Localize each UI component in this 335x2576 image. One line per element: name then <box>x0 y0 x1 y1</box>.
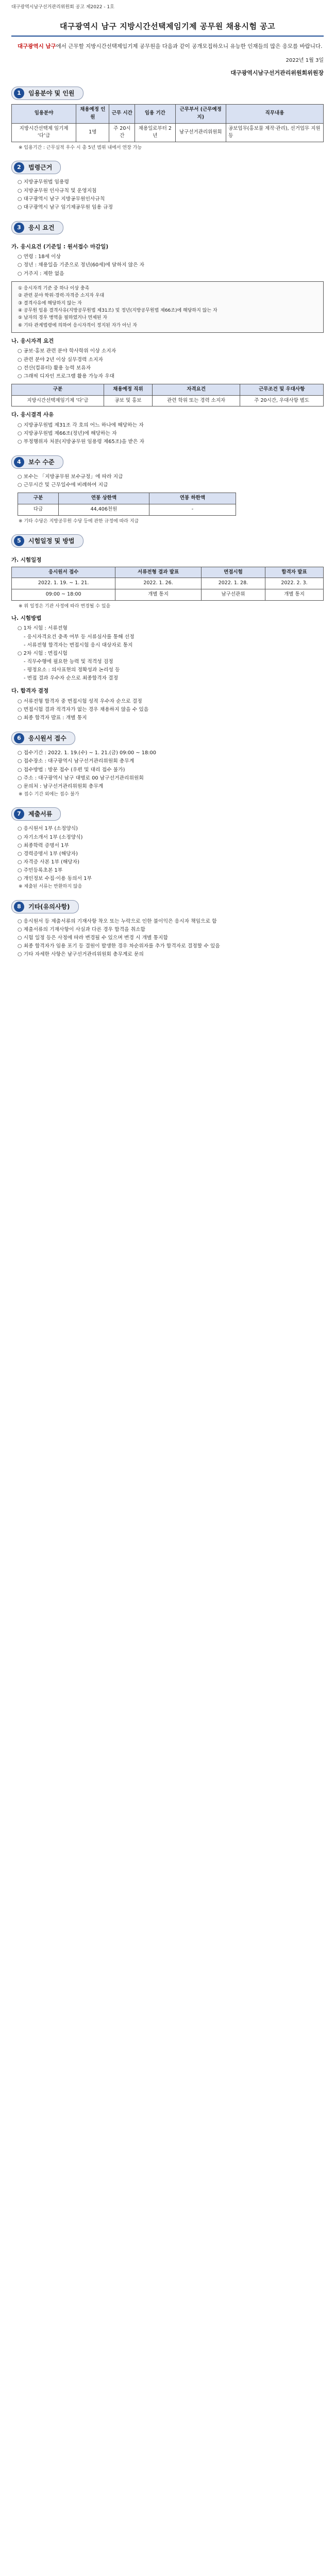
schedule-td-5: 09:00 ~ 18:00 <box>12 589 115 600</box>
qual-th-3: 자격요건 <box>153 384 240 395</box>
section-7-label: 제출서류 <box>28 810 53 818</box>
schedule-note: ※ 위 일정은 기관 사정에 따라 변경될 수 있음 <box>19 603 111 609</box>
title-divider <box>11 36 324 37</box>
qualification-table-header <box>12 384 324 395</box>
exam-method-line: - 평정요소 : 의사표현의 정확성과 논리성 등 <box>24 667 120 673</box>
section-5-number: 5 <box>14 536 24 546</box>
section-6-number: 6 <box>14 733 24 743</box>
salary-line: ○ 보수는 「지방공무원 보수규정」에 따라 지급 <box>18 474 123 480</box>
qualification-table <box>11 384 324 406</box>
application-line: ○ 접수장소 : 대구광역시 남구선거관리위원회 총무계 <box>18 758 135 765</box>
s3-sub2-line: ○ 공보·홍보 관련 분야 학사학위 이상 소지자 <box>18 348 116 354</box>
recruit-th-6: 직무내용 <box>226 105 324 123</box>
header-note: 대구광역시남구선거관리위원회 공고 제2022 - 1호 <box>11 5 114 10</box>
recruit-td-4: 채용일로부터 2년 <box>135 123 175 142</box>
section-3-header <box>11 221 63 234</box>
qual-th-2: 채용예정 직위 <box>104 384 152 395</box>
schedule-td-3: 2022. 1. 28. <box>201 578 265 589</box>
recruit-table-header <box>12 105 324 123</box>
schedule-td-8: 개별 통지 <box>265 589 324 600</box>
section-1-number: 1 <box>14 88 24 98</box>
schedule-th-4: 합격자 발표 <box>265 567 324 578</box>
salary-note: ※ 기타 수당은 지방공무원 수당 등에 관한 규정에 따라 지급 <box>19 518 139 524</box>
s3-sub1-line: ○ 연령 : 18세 이상 <box>18 254 61 260</box>
recruit-td-3: 주 20시간 <box>109 123 135 142</box>
notice-line: ○ 기타 자세한 사항은 남구선거관리위원회 총무계로 문의 <box>18 952 144 958</box>
recruit-td-1: 지방시간선택제 임기제 ‘다’급 <box>12 123 76 142</box>
announce-date: 2022년 1월 3일 <box>286 57 324 63</box>
section-4-header <box>11 455 63 469</box>
law-item: ○ 대구광역시 남구 임기제공무원 임용 규정 <box>18 204 113 210</box>
application-line: ○ 접수기간 : 2022. 1. 19.(수) ~ 1. 21.(금) 09:00 ~ 18:00 <box>18 750 156 756</box>
s3-sub3-line: ○ 지방공무원법 제31조 각 호의 어느 하나에 해당하는 자 <box>18 422 144 428</box>
section-1-label: 임용분야 및 인원 <box>28 89 75 97</box>
document-line: ○ 응시원서 1부 (소정양식) <box>18 826 78 832</box>
schedule-table-row <box>12 578 324 589</box>
s3-sub1-line: ○ 거주지 : 제한 없음 <box>18 270 64 277</box>
schedule-table <box>11 567 324 601</box>
s3-sub1-head: 가. 응시요건 (기준일 : 원서접수 마감일) <box>11 244 109 250</box>
law-item: ○ 대구광역시 남구 지방공무원인사규칙 <box>18 196 105 202</box>
document-line: ○ 주민등록초본 1부 <box>18 868 63 874</box>
salary-line: ○ 근무시간 및 근무일수에 비례하여 지급 <box>18 482 108 488</box>
s3-sub2-line: ○ 전산(컴퓨터) 활용 능력 보유자 <box>18 365 91 371</box>
section-8-header <box>11 900 79 913</box>
requirement-line: ④ 공무원 임용 결격사유(지방공무원법 제31조) 및 정년(지방공무원법 제66조)에 해당하지 않는 자 <box>18 308 217 313</box>
salary-table <box>18 493 236 515</box>
schedule-td-4: 2022. 2. 3. <box>265 578 324 589</box>
s5-sub3-head: 다. 합격자 결정 <box>11 688 49 694</box>
schedule-table-header <box>12 567 324 578</box>
salary-td-2: 44,406천원 <box>59 504 149 516</box>
recruit-th-1: 임용분야 <box>12 105 76 123</box>
requirements-box <box>11 281 324 333</box>
application-line: ○ 주소 : 대구광역시 남구 대명로 00 남구선거관리위원회 <box>18 775 144 781</box>
requirement-line: ③ 결격사유에 해당하지 않는 자 <box>18 300 82 306</box>
recruit-th-5: 근무부서 (근무예정지) <box>175 105 226 123</box>
qual-td-2: 공보 및 홍보 <box>104 395 152 406</box>
exam-method-line: ○ 2차 시험 : 면접시험 <box>18 650 68 656</box>
requirement-line: ⑥ 기타 관계법령에 의하여 응시자격이 정지된 자가 아닌 자 <box>18 323 137 328</box>
section-8-label: 기타(유의사항) <box>28 903 70 910</box>
requirement-line: ① 응시자격 기준 중 하나 이상 충족 <box>18 285 90 291</box>
recruit-table <box>11 104 324 142</box>
exam-method-line: - 서류전형 합격자는 면접시험 응시 대상자로 통지 <box>24 642 133 648</box>
pass-decision-line: ○ 면접시험 결과 적격자가 없는 경우 채용하지 않을 수 있음 <box>18 706 149 713</box>
notice-line: ○ 응시원서 등 제출서류의 기재사항 착오 또는 누락으로 인한 불이익은 응시자 책임으로 함 <box>18 918 217 924</box>
s5-sub2-head: 나. 시험방법 <box>11 615 42 622</box>
section-2-number: 2 <box>14 162 24 173</box>
application-line: ○ 문의처 : 남구선거관리위원회 총무계 <box>18 783 104 789</box>
recruit-table-row <box>12 123 324 142</box>
document-note: ※ 제출된 서류는 반환하지 않음 <box>19 884 82 890</box>
s3-sub2-line: ○ 그래픽 디자인 프로그램 활용 가능자 우대 <box>18 373 115 379</box>
recruit-th-2: 채용예정 인원 <box>76 105 109 123</box>
recruit-th-3: 근무 시간 <box>109 105 135 123</box>
recruit-td-2: 1명 <box>76 123 109 142</box>
qual-th-4: 근무조건 및 우대사항 <box>240 384 324 395</box>
schedule-td-1: 2022. 1. 19. ~ 1. 21. <box>12 578 115 589</box>
section-1-note: ※ 임용기간 : 근무실적 우수 시 총 5년 범위 내에서 연장 가능 <box>19 145 142 150</box>
s3-sub1-line: ○ 정년 : 채용일을 기준으로 정년(60세)에 달하지 않은 자 <box>18 262 145 268</box>
requirement-line: ⑤ 남자의 경우 병역을 필하였거나 면제된 자 <box>18 315 108 321</box>
s3-sub3-line: ○ 부정행위자 처분(지방공무원 임용령 제65조)을 받은 자 <box>18 438 145 445</box>
application-line: ○ 접수방법 : 방문 접수 (우편 및 대리 접수 불가) <box>18 767 125 773</box>
section-6-header <box>11 732 75 745</box>
notice-line: ○ 제출서류의 기재사항이 사실과 다른 경우 합격을 취소함 <box>18 927 146 933</box>
salary-th-3: 연봉 하한액 <box>149 493 236 504</box>
salary-table-header <box>18 493 236 504</box>
law-item: ○ 지방공무원 인사규칙 및 운영지침 <box>18 188 97 194</box>
section-4-number: 4 <box>14 457 24 467</box>
exam-method-line: - 직무수행에 필요한 능력 및 적격성 검정 <box>24 658 113 665</box>
section-5-label: 시험일정 및 방법 <box>28 537 75 545</box>
notice-line: ○ 시험 일정 등은 사정에 따라 변경될 수 있으며 변경 시 개별 통지함 <box>18 935 168 941</box>
document-line: ○ 자기소개서 1부 (소정양식) <box>18 834 83 840</box>
section-6-label: 응시원서 접수 <box>28 734 66 742</box>
section-8-number: 8 <box>14 902 24 912</box>
salary-td-3: - <box>149 504 236 516</box>
s3-sub2-line: ○ 관련 분야 2년 이상 실무경력 소지자 <box>18 357 103 363</box>
schedule-td-6: 개별 통지 <box>115 589 202 600</box>
exam-method-line: - 면접 결과 우수자 순으로 최종합격자 결정 <box>24 675 119 682</box>
section-3-number: 3 <box>14 223 24 233</box>
qual-td-4: 주 20시간, 우대사항 별도 <box>240 395 324 406</box>
lead-highlight: 대구광역시 남구 <box>18 43 56 50</box>
qual-td-1: 지방시간선택제임기제 ‘다’급 <box>12 395 104 406</box>
section-7-number: 7 <box>14 809 24 819</box>
requirement-line: ② 관련 분야 학위·경력·자격증 소지자 우대 <box>18 293 105 299</box>
s3-sub3-head: 다. 응시결격 사유 <box>11 412 54 418</box>
schedule-th-3: 면접시험 <box>201 567 265 578</box>
notice-line: ○ 최종 합격자가 임용 포기 등 결원이 발생한 경우 차순위자를 추가 합격자로 결정할 수 있음 <box>18 943 220 950</box>
lead-paragraph <box>11 42 324 51</box>
law-item: ○ 지방공무원법 임용령 <box>18 179 69 185</box>
exam-method-line: - 응시자격요건 충족 여부 등 서류심사를 통해 선정 <box>24 634 135 640</box>
section-5-header <box>11 534 83 548</box>
document-line: ○ 자격증 사본 1부 (해당자) <box>18 859 80 865</box>
recruit-th-4: 임용 기간 <box>135 105 175 123</box>
section-4-label: 보수 수준 <box>28 458 55 466</box>
section-2-header <box>11 161 61 174</box>
salary-th-1: 구분 <box>18 493 59 504</box>
salary-table-row <box>18 504 236 516</box>
exam-method-line: ○ 1차 시험 : 서류전형 <box>18 625 68 632</box>
s3-sub3-line: ○ 지방공무원법 제66조(정년)에 해당하는 자 <box>18 430 117 436</box>
section-3-label: 응시 요건 <box>28 224 55 231</box>
s3-sub2-head: 나. 응시자격 요건 <box>11 338 54 345</box>
document-line: ○ 경력증명서 1부 (해당자) <box>18 851 78 857</box>
schedule-td-2: 2022. 1. 26. <box>115 578 202 589</box>
section-1-header <box>11 87 83 100</box>
qual-th-1: 구분 <box>12 384 104 395</box>
schedule-th-1: 응시원서 접수 <box>12 567 115 578</box>
schedule-th-2: 서류전형 결과 발표 <box>115 567 202 578</box>
s5-sub1-head: 가. 시험일정 <box>11 557 42 564</box>
salary-td-1: 다급 <box>18 504 59 516</box>
pass-decision-line: ○ 서류전형 합격자 중 면접시험 성적 우수자 순으로 결정 <box>18 698 142 704</box>
lead-body: 에서 근무할 지방시간선택제임기제 공무원을 다음과 같이 공개모집하오니 유능한 인재들의 많은 응모를 바랍니다. <box>56 43 323 50</box>
document-line: ○ 최종학력 증명서 1부 <box>18 842 69 849</box>
schedule-td-7: 남구선관위 <box>201 589 265 600</box>
section-7-header <box>11 807 61 821</box>
salary-th-2: 연봉 상한액 <box>59 493 149 504</box>
recruit-td-5: 남구선거관리위원회 <box>175 123 226 142</box>
document-line: ○ 개인정보 수집·이용 동의서 1부 <box>18 876 92 882</box>
page-title: 대구광역시 남구 지방시간선택제임기제 공무원 채용시험 공고 <box>59 21 276 31</box>
schedule-table-row <box>12 589 324 600</box>
pass-decision-line: ○ 최종 합격자 발표 : 개별 통지 <box>18 715 87 721</box>
announce-org: 대구광역시남구선거관리위원회위원장 <box>230 70 324 77</box>
section-2-label: 법령근거 <box>28 164 53 172</box>
qualification-table-row <box>12 395 324 406</box>
recruit-td-6: 공보업무(홍보물 제작·관리), 선거업무 지원 등 <box>226 123 324 142</box>
application-note: ※ 접수 기간 외에는 접수 불가 <box>19 791 79 797</box>
qual-td-3: 관련 학위 또는 경력 소지자 <box>153 395 240 406</box>
